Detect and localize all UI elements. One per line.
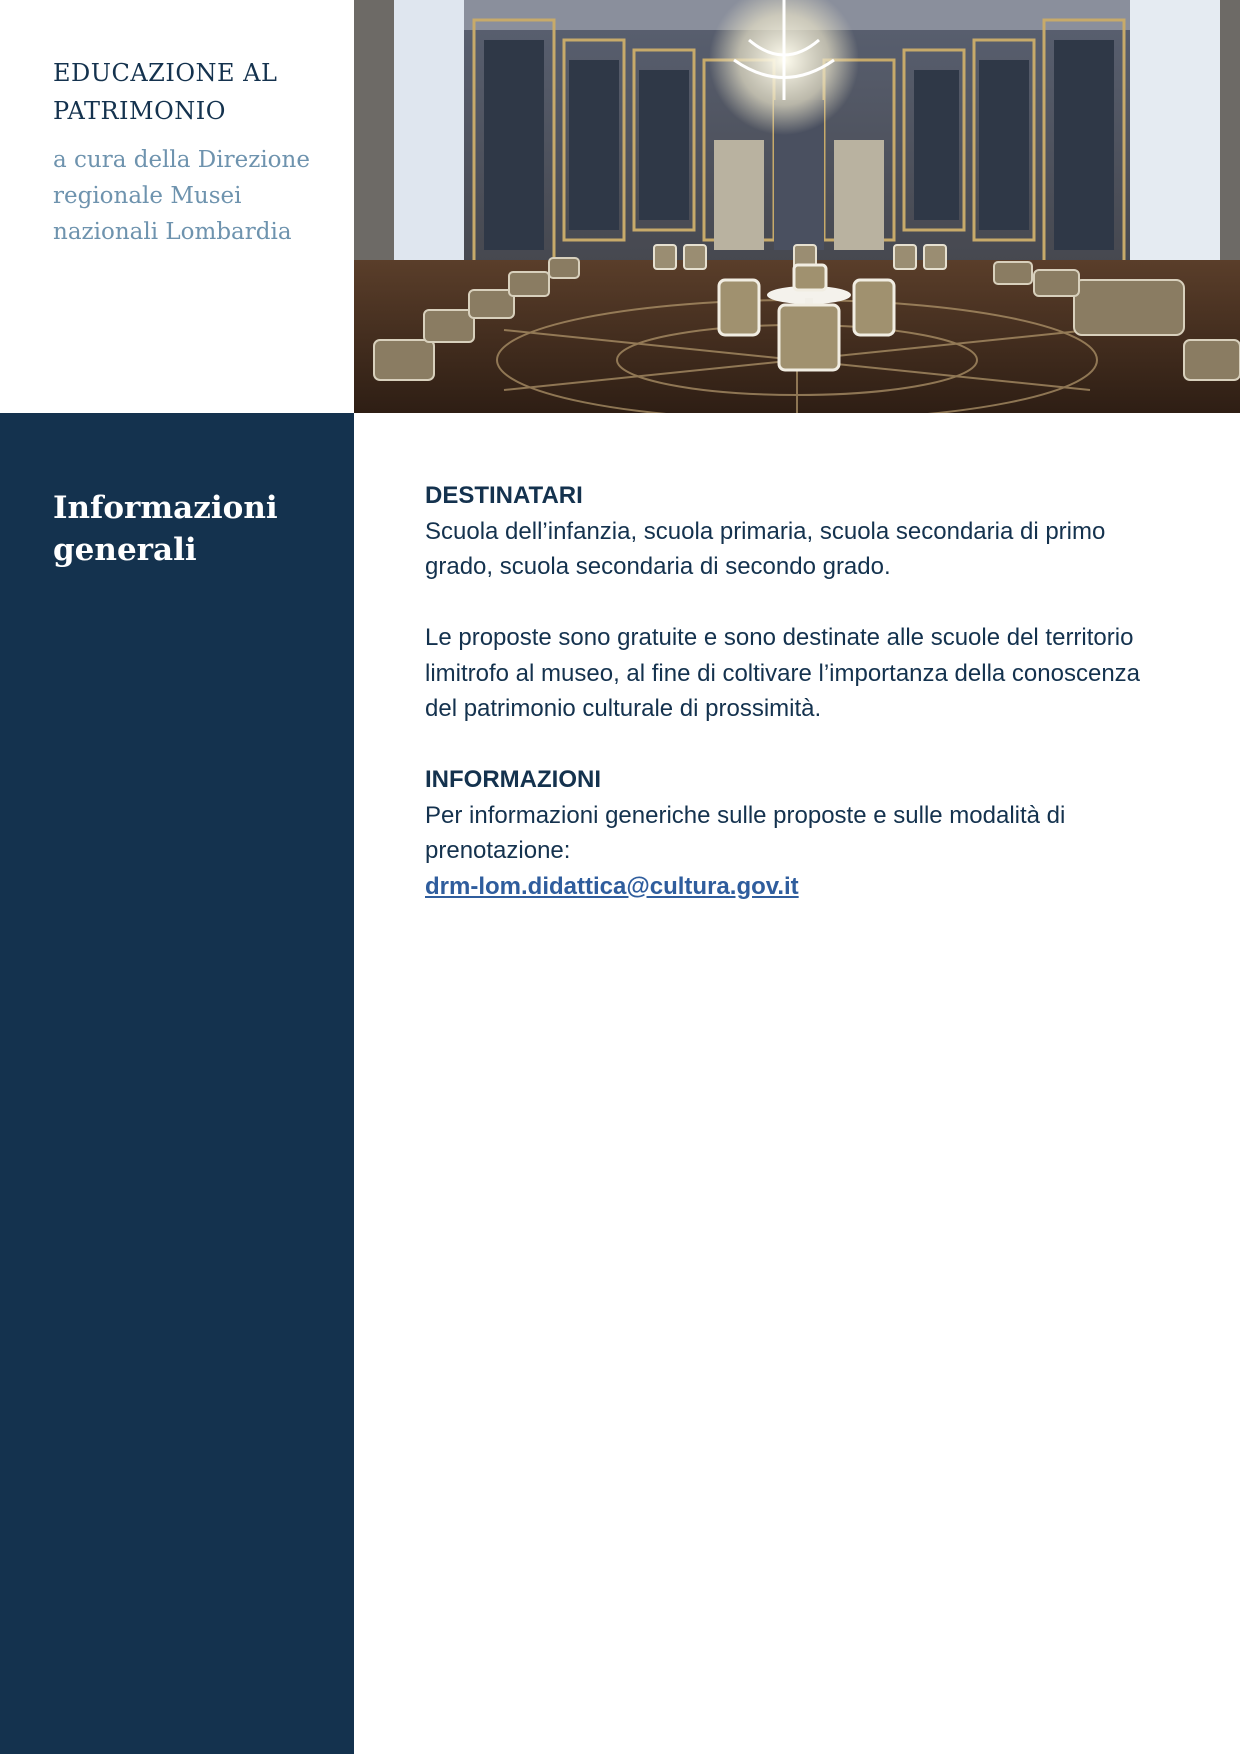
series-title bbox=[53, 54, 343, 130]
sidebar-title bbox=[53, 487, 343, 571]
informazioni-heading: INFORMAZIONI bbox=[425, 766, 601, 793]
informazioni-text: Per informazioni generiche sulle proposte e sulle modalità di prenotazione: bbox=[425, 801, 1066, 864]
proposte-text: Le proposte sono gratuite e sono destinate alle scuole del territorio limitrofo al museo, al fine di coltivare l’importanza della conoscenza del patrimonio culturale di prossimità. bbox=[425, 624, 1141, 722]
hero-photo bbox=[354, 0, 1240, 413]
header-block bbox=[0, 0, 354, 413]
sidebar-title-line: generali bbox=[53, 532, 197, 568]
series-title-line: PATRIMONIO bbox=[53, 97, 226, 125]
subtitle-line: a cura della Direzione bbox=[53, 147, 310, 173]
email-link[interactable]: drm-lom.didattica@cultura.gov.it bbox=[425, 872, 799, 900]
main-content bbox=[425, 478, 1145, 904]
hall-illustration bbox=[354, 0, 1240, 413]
destinatari-text: Scuola dell’infanzia, scuola primaria, scuola secondaria di primo grado, scuola secondaria di secondo grado. bbox=[425, 517, 1106, 580]
sidebar-title-line: Informazioni bbox=[53, 490, 278, 526]
sidebar bbox=[0, 413, 354, 1754]
spacer bbox=[425, 585, 1145, 621]
spacer bbox=[425, 727, 1145, 763]
series-title-line: EDUCAZIONE AL bbox=[53, 59, 278, 87]
subtitle-line: nazionali Lombardia bbox=[53, 219, 292, 245]
subtitle-line: regionale Musei bbox=[53, 183, 242, 209]
series-subtitle bbox=[53, 142, 353, 250]
destinatari-heading: DESTINATARI bbox=[425, 482, 583, 509]
